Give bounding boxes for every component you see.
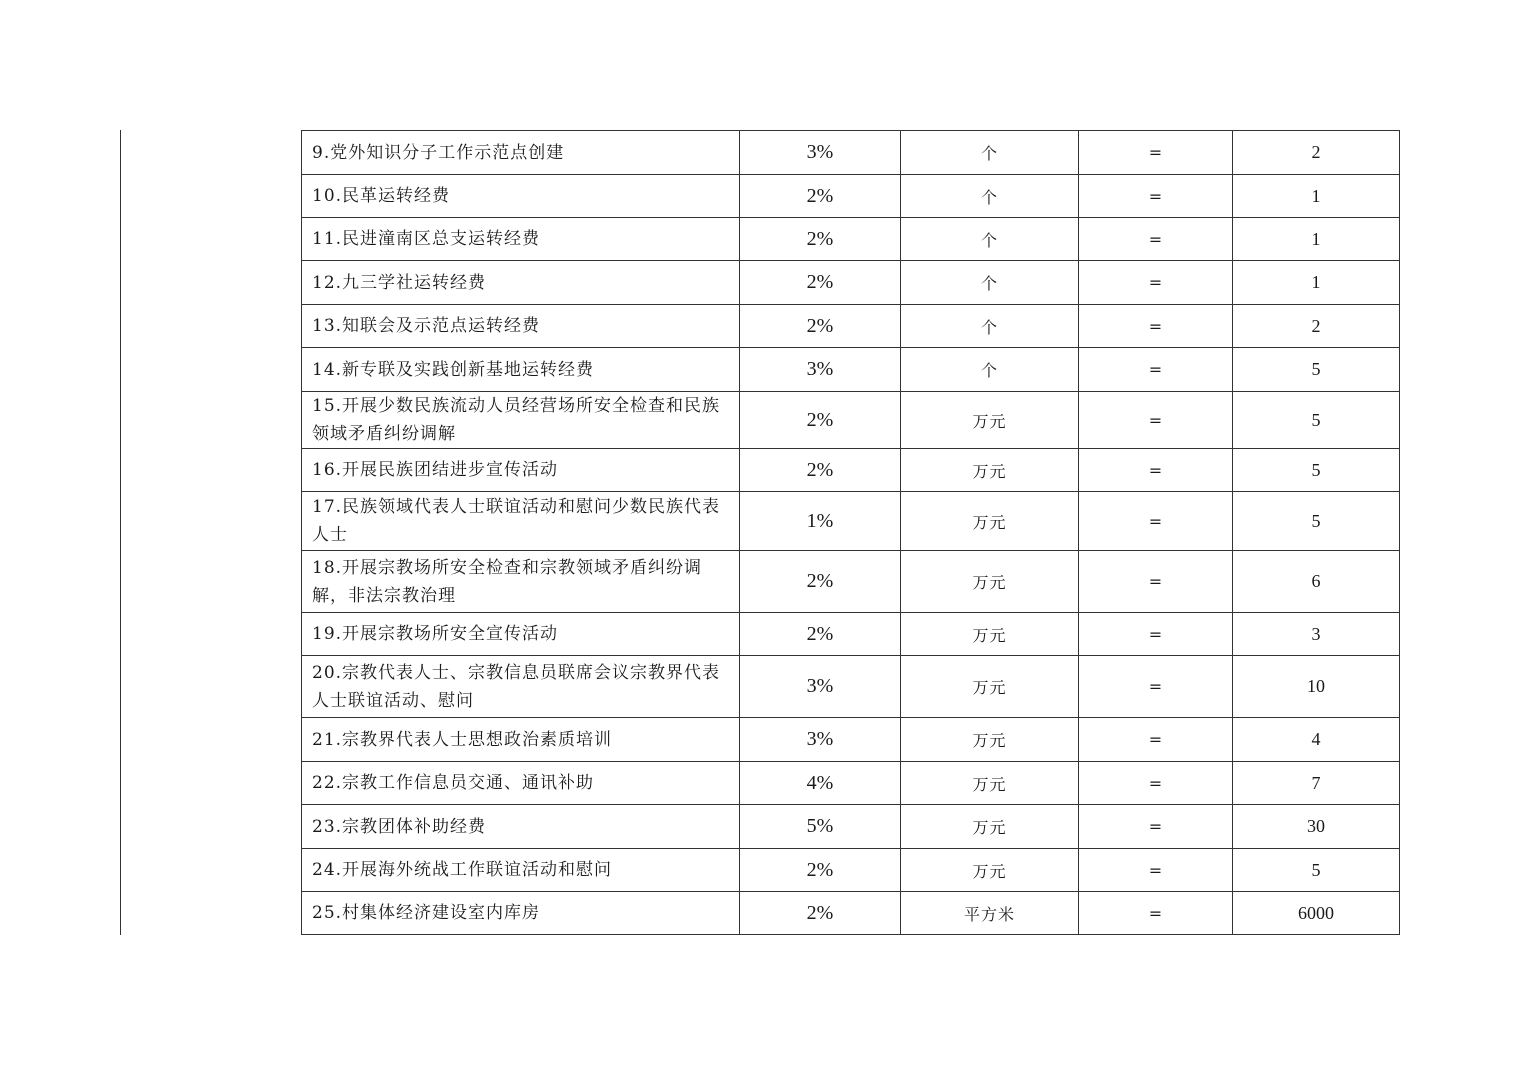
weight-cell: 5% (740, 805, 901, 849)
operator-cell: = (1079, 805, 1233, 849)
table-row (302, 849, 1400, 892)
unit-cell: 平方米 (901, 892, 1079, 935)
table-body (302, 131, 1400, 935)
operator-cell: = (1079, 551, 1233, 613)
target-value-cell: 5 (1233, 849, 1400, 892)
weight-cell: 2% (740, 551, 901, 613)
indicator-name-cell: 21.宗教界代表人士思想政治素质培训 (302, 718, 740, 762)
target-value-cell: 2 (1233, 131, 1400, 175)
operator-cell: = (1079, 261, 1233, 305)
target-value-cell: 30 (1233, 805, 1400, 849)
unit-cell: 个 (901, 218, 1079, 261)
weight-cell: 2% (740, 392, 901, 449)
operator-cell: = (1079, 175, 1233, 218)
target-value-cell: 5 (1233, 449, 1400, 492)
table-row (302, 131, 1400, 175)
target-value-cell: 1 (1233, 175, 1400, 218)
operator-cell: = (1079, 348, 1233, 392)
unit-cell: 万元 (901, 762, 1079, 805)
unit-cell: 万元 (901, 392, 1079, 449)
indicator-name-cell: 19.开展宗教场所安全宣传活动 (302, 613, 740, 656)
unit-cell: 万元 (901, 449, 1079, 492)
weight-cell: 2% (740, 218, 901, 261)
indicator-name-cell: 22.宗教工作信息员交通、通讯补助 (302, 762, 740, 805)
target-value-cell: 1 (1233, 261, 1400, 305)
weight-cell: 2% (740, 449, 901, 492)
operator-cell: = (1079, 392, 1233, 449)
weight-cell: 2% (740, 892, 901, 935)
indicator-name-cell: 25.村集体经济建设室内库房 (302, 892, 740, 935)
unit-cell: 个 (901, 261, 1079, 305)
operator-cell: = (1079, 218, 1233, 261)
operator-cell: = (1079, 762, 1233, 805)
indicator-name-cell: 9.党外知识分子工作示范点创建 (302, 131, 740, 175)
table-row (302, 175, 1400, 218)
weight-cell: 2% (740, 261, 901, 305)
operator-cell: = (1079, 492, 1233, 551)
target-value-cell: 2 (1233, 305, 1400, 348)
table-row (302, 892, 1400, 935)
target-value-cell: 4 (1233, 718, 1400, 762)
table-row (302, 656, 1400, 718)
unit-cell: 个 (901, 175, 1079, 218)
operator-cell: = (1079, 305, 1233, 348)
indicator-name-cell: 16.开展民族团结进步宣传活动 (302, 449, 740, 492)
weight-cell: 3% (740, 131, 901, 175)
operator-cell: = (1079, 449, 1233, 492)
indicator-name-cell: 15.开展少数民族流动人员经营场所安全检查和民族领域矛盾纠纷调解 (302, 392, 740, 449)
weight-cell: 2% (740, 613, 901, 656)
performance-indicator-table (301, 130, 1400, 935)
unit-cell: 万元 (901, 613, 1079, 656)
indicator-name-cell: 12.九三学社运转经费 (302, 261, 740, 305)
weight-cell: 2% (740, 175, 901, 218)
table-row (302, 805, 1400, 849)
weight-cell: 3% (740, 348, 901, 392)
weight-cell: 1% (740, 492, 901, 551)
table-row (302, 718, 1400, 762)
target-value-cell: 10 (1233, 656, 1400, 718)
table-row (302, 305, 1400, 348)
weight-cell: 4% (740, 762, 901, 805)
target-value-cell: 7 (1233, 762, 1400, 805)
indicator-name-cell: 18.开展宗教场所安全检查和宗教领域矛盾纠纷调解，非法宗教治理 (302, 551, 740, 613)
operator-cell: = (1079, 849, 1233, 892)
indicator-name-cell: 10.民革运转经费 (302, 175, 740, 218)
operator-cell: = (1079, 718, 1233, 762)
indicator-name-cell: 20.宗教代表人士、宗教信息员联席会议宗教界代表人士联谊活动、慰问 (302, 656, 740, 718)
operator-cell: = (1079, 656, 1233, 718)
weight-cell: 2% (740, 305, 901, 348)
unit-cell: 个 (901, 131, 1079, 175)
indicator-name-cell: 23.宗教团体补助经费 (302, 805, 740, 849)
target-value-cell: 1 (1233, 218, 1400, 261)
indicator-name-cell: 14.新专联及实践创新基地运转经费 (302, 348, 740, 392)
target-value-cell: 3 (1233, 613, 1400, 656)
table-row (302, 492, 1400, 551)
unit-cell: 个 (901, 305, 1079, 348)
operator-cell: = (1079, 131, 1233, 175)
left-margin-line (120, 130, 121, 935)
table-row (302, 762, 1400, 805)
unit-cell: 万元 (901, 805, 1079, 849)
table-row (302, 449, 1400, 492)
operator-cell: = (1079, 613, 1233, 656)
weight-cell: 3% (740, 656, 901, 718)
table-row (302, 348, 1400, 392)
table-row (302, 613, 1400, 656)
weight-cell: 2% (740, 849, 901, 892)
target-value-cell: 5 (1233, 392, 1400, 449)
unit-cell: 万元 (901, 656, 1079, 718)
target-value-cell: 6000 (1233, 892, 1400, 935)
target-value-cell: 5 (1233, 492, 1400, 551)
table-row (302, 261, 1400, 305)
indicator-name-cell: 13.知联会及示范点运转经费 (302, 305, 740, 348)
table-row (302, 551, 1400, 613)
weight-cell: 3% (740, 718, 901, 762)
unit-cell: 万元 (901, 718, 1079, 762)
indicator-name-cell: 11.民进潼南区总支运转经费 (302, 218, 740, 261)
indicator-name-cell: 17.民族领域代表人士联谊活动和慰问少数民族代表人士 (302, 492, 740, 551)
table-row (302, 392, 1400, 449)
target-value-cell: 5 (1233, 348, 1400, 392)
table-row (302, 218, 1400, 261)
target-value-cell: 6 (1233, 551, 1400, 613)
unit-cell: 万元 (901, 492, 1079, 551)
unit-cell: 万元 (901, 551, 1079, 613)
operator-cell: = (1079, 892, 1233, 935)
unit-cell: 万元 (901, 849, 1079, 892)
unit-cell: 个 (901, 348, 1079, 392)
indicator-name-cell: 24.开展海外统战工作联谊活动和慰问 (302, 849, 740, 892)
